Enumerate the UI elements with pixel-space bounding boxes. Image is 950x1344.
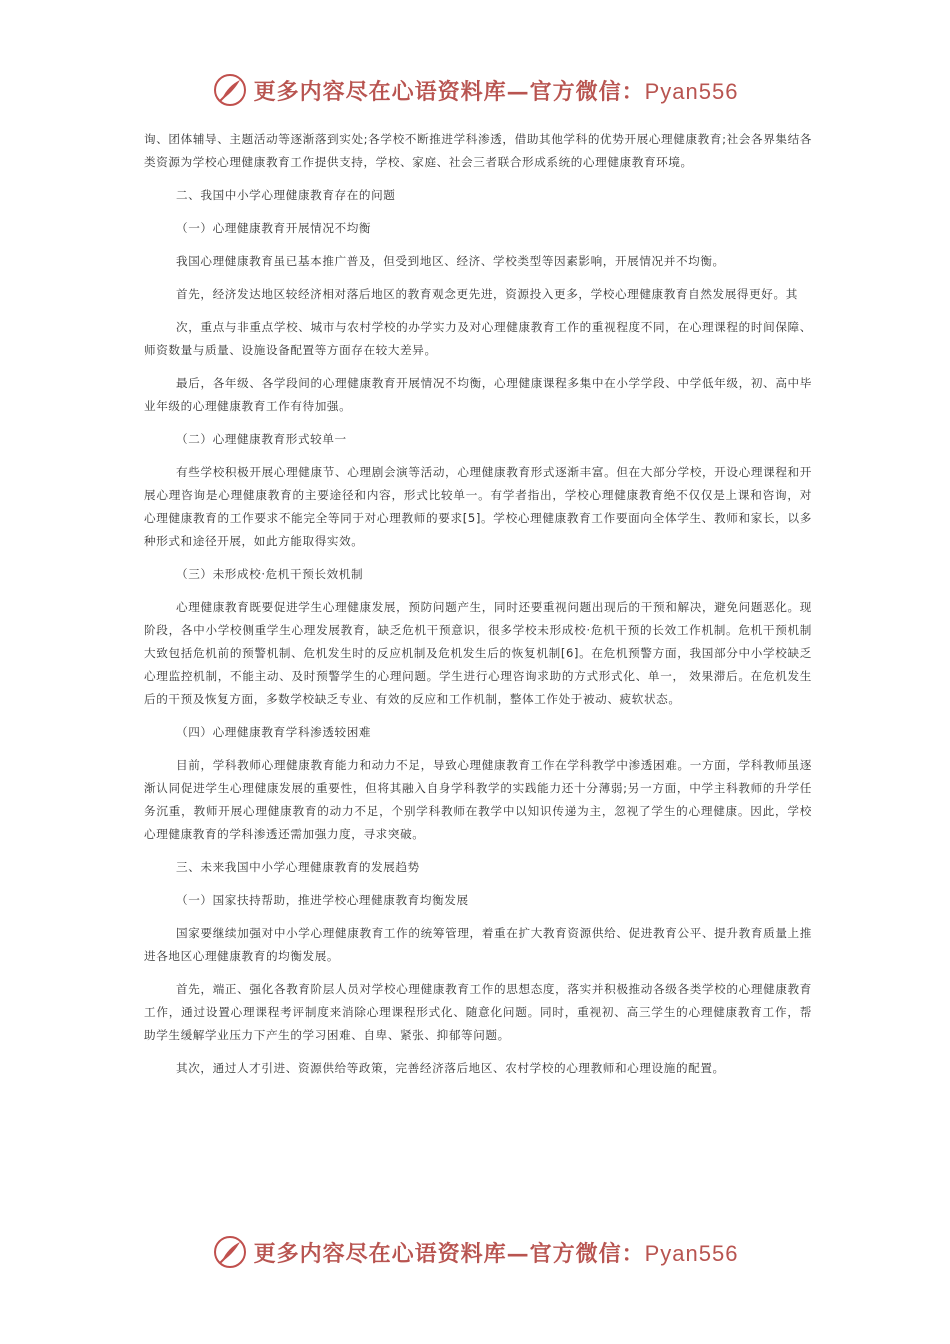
footer-banner	[0, 1234, 950, 1270]
section-heading: （一）心理健康教育开展情况不均衡	[176, 221, 372, 235]
feather-pen-logo-icon	[212, 1234, 248, 1270]
paragraph: 首先，端正、强化各教育阶层人员对学校心理健康教育工作的思想态度，落实并积极推动各级各类学校的心理健康教育工作，通过设置心理课程考评制度来消除心理课程形式化、随意化问题。同时，重视初、高三学生的心理健康教育工作，帮助学生缓解学业压力下产生的学习困难、自卑、紧张、抑郁等问题。	[144, 982, 812, 1042]
paragraph: 首先，经济发达地区较经济相对落后地区的教育观念更先进，资源投入更多，学校心理健康教育自然发展得更好。其	[176, 287, 798, 301]
paragraph: 最后，各年级、各学段间的心理健康教育开展情况不均衡，心理健康课程多集中在小学学段、中学低年级，初、高中毕业年级的心理健康教育工作有待加强。	[144, 376, 812, 413]
section-heading: 三、未来我国中小学心理健康教育的发展趋势	[176, 860, 420, 874]
header-banner	[0, 72, 950, 108]
banner-text: 更多内容尽在心语资料库—官方微信：Pyan556	[253, 78, 739, 105]
feather-pen-logo-icon	[212, 72, 248, 108]
paragraph: 心理健康教育既要促进学生心理健康发展，预防问题产生，同时还要重视问题出现后的干预和解决，避免问题恶化。现阶段，各中小学校侧重学生心理发展教育，缺乏危机干预意识，很多学校未形成校·危机干预的长效工作机制。危机干预机制大致包括危机前的预警机制、危机发生时的反应机制及危机发生后的恢复机制[6]。在危机预警方面，我国部分中小学校缺乏心理监控机制，不能主动、及时预警学生的心理问题。学生进行心理咨询求助的方式形式化、单一， 效果滞后。在危机发生后的干预及恢复方面，多数学校缺乏专业、有效的反应和工作机制，整体工作处于被动、疲软状态。	[144, 600, 812, 706]
paragraph: 其次，通过人才引进、资源供给等政策，完善经济落后地区、农村学校的心理教师和心理设施的配置。	[176, 1061, 725, 1075]
paragraph: 次，重点与非重点学校、城市与农村学校的办学实力及对心理健康教育工作的重视程度不同，在心理课程的时间保障、师资数量与质量、设施设备配置等方面存在较大差异。	[144, 320, 812, 357]
banner-text: 更多内容尽在心语资料库—官方微信：Pyan556	[253, 1240, 739, 1267]
section-heading: （一）国家扶持帮助，推进学校心理健康教育均衡发展	[176, 893, 469, 907]
section-heading: （二）心理健康教育形式较单一	[176, 432, 347, 446]
paragraph: 我国心理健康教育虽已基本推广普及，但受到地区、经济、学校类型等因素影响，开展情况并不均衡。	[176, 254, 725, 268]
paragraph: 询、团体辅导、主题活动等逐渐落到实处;各学校不断推进学科渗透，借助其他学科的优势开展心理健康教育;社会各界集结各类资源为学校心理健康教育工作提供支持，学校、家庭、社会三者联合形成系统的心理健康教育环境。	[144, 132, 812, 169]
paragraph: 国家要继续加强对中小学心理健康教育工作的统筹管理，着重在扩大教育资源供给、促进教育公平、提升教育质量上推进各地区心理健康教育的均衡发展。	[144, 926, 812, 963]
paragraph: 目前，学科教师心理健康教育能力和动力不足，导致心理健康教育工作在学科教学中渗透困难。一方面，学科教师虽逐渐认同促进学生心理健康发展的重要性，但将其融入自身学科教学的实践能力还十分薄弱;另一方面，中学主科教师的升学任务沉重，教师开展心理健康教育的动力不足，个别学科教师在教学中以知识传递为主，忽视了学生的心理健康。因此，学校心理健康教育的学科渗透还需加强力度，寻求突破。	[144, 758, 812, 841]
section-heading: （三）未形成校·危机干预长效机制	[176, 567, 364, 581]
section-heading: （四）心理健康教育学科渗透较困难	[176, 725, 372, 739]
paragraph: 有些学校积极开展心理健康节、心理剧会演等活动，心理健康教育形式逐渐丰富。但在大部分学校，开设心理课程和开展心理咨询是心理健康教育的主要途径和内容，形式比较单一。有学者指出，学校心理健康教育绝不仅仅是上课和咨询，对心理健康教育的工作要求不能完全等同于对心理教师的要求[5]。学校心理健康教育工作要面向全体学生、教师和家长，以多种形式和途径开展，如此方能取得实效。	[144, 465, 812, 548]
section-heading: 二、我国中小学心理健康教育存在的问题	[176, 188, 396, 202]
document-body	[144, 128, 812, 1090]
